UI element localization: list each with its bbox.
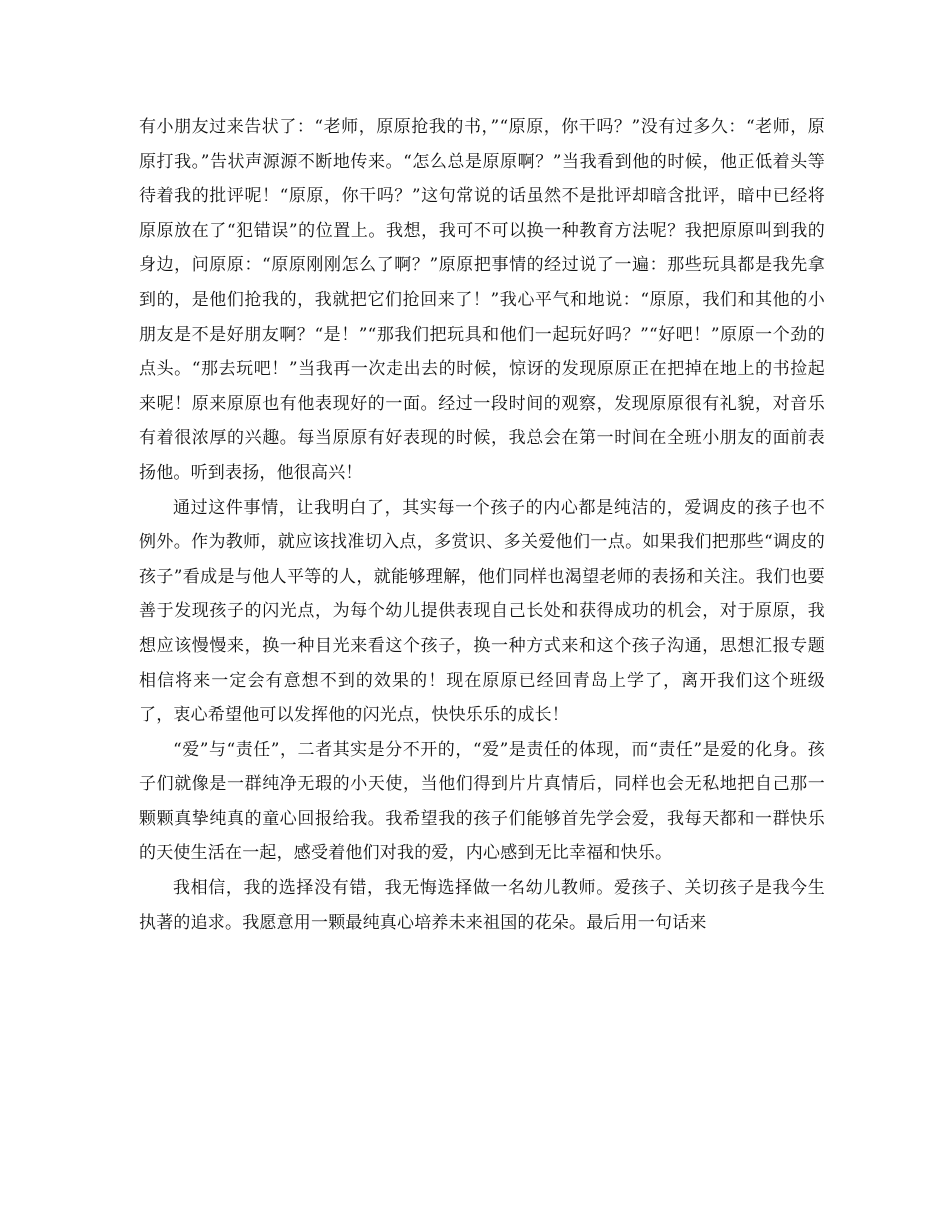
paragraph-3: “爱”与“责任”，二者其实是分不开的，“爱”是责任的体现，而“责任”是爱的化身。孩子们就像是一群纯净无瑕的小天使，当他们得到片片真情后，同样也会无私地把自己那一颗颗真挚纯真的童心回报给我。我希望我的孩子们能够首先学会爱，我每天都和一群快乐的天使生活在一起，感受着他们对我的爱，内心感到无比幸福和快乐。 xyxy=(139,739,825,864)
paragraph-1: 有小朋友过来告状了：“老师，原原抢我的书，”“原原，你干吗？”没有过多久：“老师，原原打我。”告状声源源不断地传来。“怎么总是原原啊？”当我看到他的时候，他正低着头等待着我的批评呢！“原原，你干吗？”这句常说的话虽然不是批评却暗含批评，暗中已经将原原放在了“犯错误”的位置上。我想，我可不可以换一种教育方法呢？我把原原叫到我的身边，问原原：“原原刚刚怎么了啊？”原原把事情的经过说了一遍：那些玩具都是我先拿到的，是他们抢我的，我就把它们抢回来了！”我心平气和地说：“原原，我们和其他的小朋友是不是好朋友啊？“是！”“那我们把玩具和他们一起玩好吗？”“好吧！”原原一个劲的点头。“那去玩吧！”当我再一次走出去的时候，惊讶的发现原原正在把掉在地上的书捡起来呢！原来原原也有他表现好的一面。经过一段时间的观察，发现原原很有礼貌，对音乐有着很浓厚的兴趣。每当原原有好表现的时候，我总会在第一时间在全班小朋友的面前表扬他。听到表扬，他很高兴！ xyxy=(139,117,825,483)
paragraph-2: 通过这件事情，让我明白了，其实每一个孩子的内心都是纯洁的，爱调皮的孩子也不例外。作为教师，就应该找准切入点，多赏识、多关爱他们一点。如果我们把那些“调皮的孩子”看成是与他人平等的人，就能够理解，他们同样也渴望老师的表扬和关注。我们也要善于发现孩子的闪光点，为每个幼儿提供表现自己长处和获得成功的机会，对于原原，我想应该慢慢来，换一种目光来看这个孩子，换一种方式来和这个孩子沟通，思想汇报专题相信将来一定会有意想不到的效果的！现在原原已经回青岛上学了，离开我们这个班级了，衷心希望他可以发挥他的闪光点，快快乐乐的成长！ xyxy=(139,497,825,726)
document-body xyxy=(139,110,825,940)
paragraph-4: 我相信，我的选择没有错，我无悔选择做一名幼儿教师。爱孩子、关切孩子是我今生执著的追求。我愿意用一颗最纯真心培养未来祖国的花朵。最后用一句话来 xyxy=(139,878,825,933)
